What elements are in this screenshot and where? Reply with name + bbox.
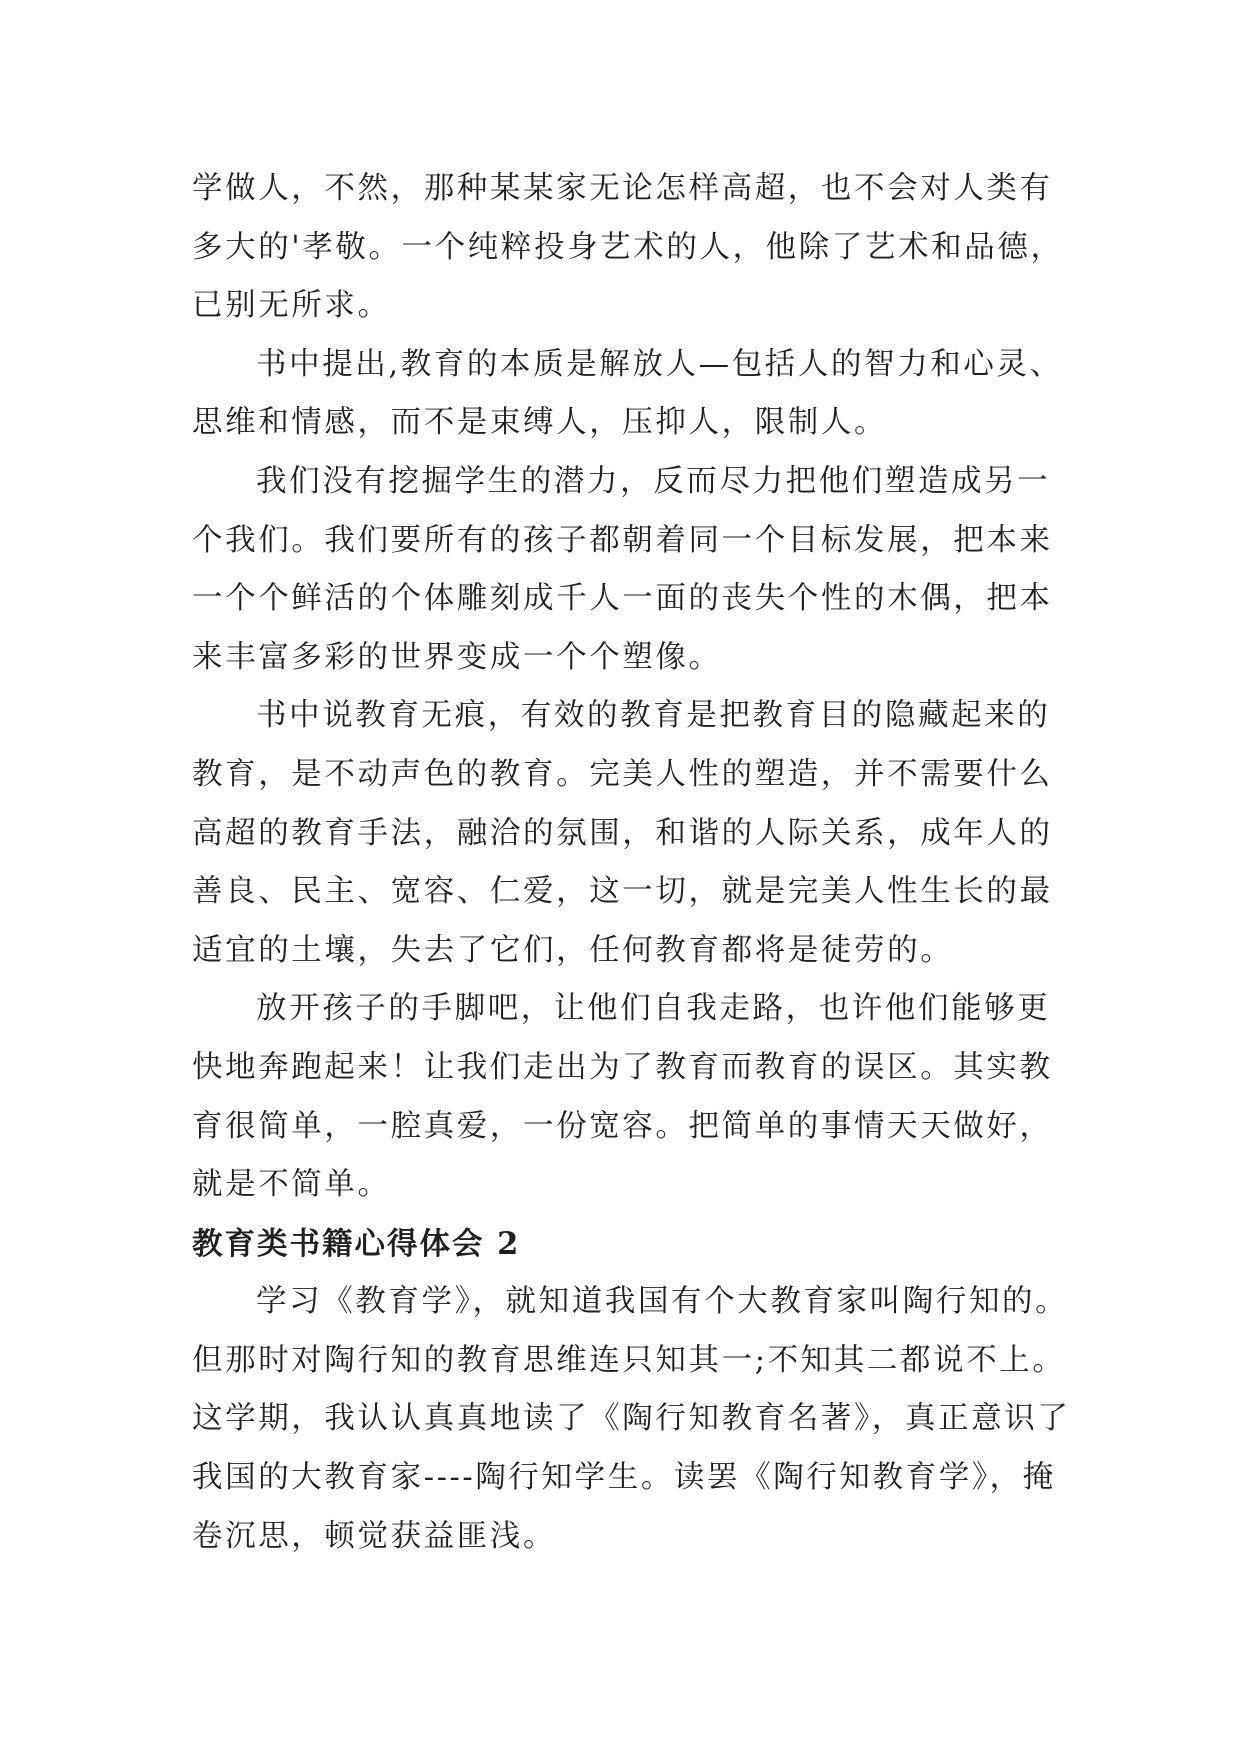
paragraph-5: 放开孩子的手脚吧，让他们自我走路，也许他们能够更快地奔跑起来！让我们走出为了教育而教育的误区。其实教育很简单，一腔真爱，一份宽容。把简单的事情天天做好，就是不简单。 <box>192 991 1053 1203</box>
paragraph-4: 书中说教育无痕，有效的教育是把教育目的隐藏起来的教育，是不动声色的教育。完美人性的塑造，并不需要什么高超的教育手法，融洽的氛围，和谐的人际关系，成年人的善良、民主、宽容、仁爱，这一切，就是完美人性生长的最适宜的土壤，失去了它们，任何教育都将是徒劳的。 <box>192 698 1053 968</box>
paragraph-3: 我们没有挖掘学生的潜力，反而尽力把他们塑造成另一个我们。我们要所有的孩子都朝着同一个目标发展，把本来一个个鲜活的个体雕刻成千人一面的丧失个性的木偶，把本来丰富多彩的世界变成一个个塑像。 <box>192 463 1053 675</box>
section-heading: 教育类书籍心得体会 2 <box>192 1225 521 1262</box>
section-paragraph-1: 学习《教育学》，就知道我国有个大教育家叫陶行知的。但那时对陶行知的教育思维连只知其一;不知其二都说不上。这学期，我认认真真地读了《陶行知教育名著》，真正意识了我国的大教育家----陶行知学生。读罢《陶行知教育学》，掩卷沉思，顿觉获益匪浅。 <box>192 1284 1071 1554</box>
paragraph-2: 书中提出,教育的本质是解放人—包括人的智力和心灵、思维和情感，而不是束缚人，压抑人，限制人。 <box>192 346 1063 441</box>
paragraph-1: 学做人，不然，那种某某家无论怎样高超，也不会对人类有多大的'孝敬。一个纯粹投身艺术的人，他除了艺术和品德，已别无所求。 <box>192 171 1064 324</box>
document-body <box>192 160 1072 1566</box>
